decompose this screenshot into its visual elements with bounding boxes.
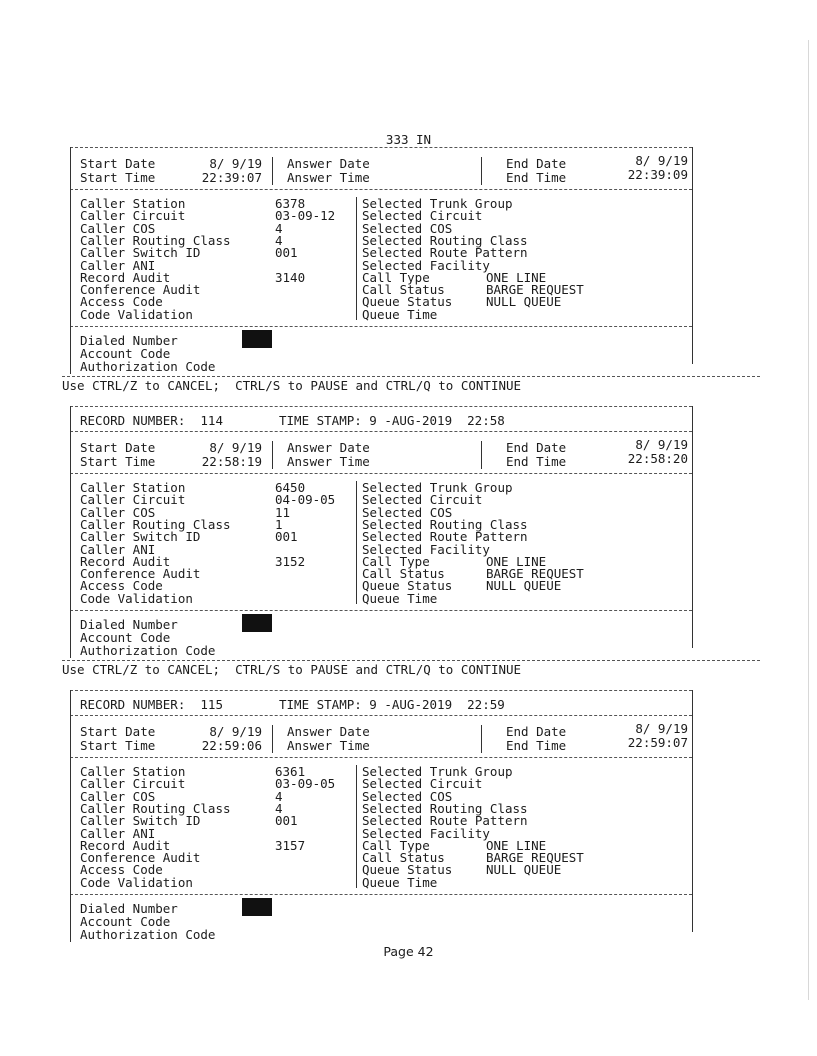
- record-1-start-date: 8/ 9/19: [209, 156, 262, 171]
- record-1-conference-audit-label: Conference Audit: [80, 282, 201, 298]
- record-3-time-stamp: TIME STAMP: 9 -AUG-2019 22:59: [279, 697, 505, 712]
- redaction-block: [242, 614, 272, 632]
- record-1-end-date-label: End Date: [506, 156, 567, 171]
- record-1-answer-date-label: Answer Date: [287, 156, 370, 171]
- record-2-left-border: [70, 406, 71, 658]
- record-2-answer-time-label: Answer Time: [287, 454, 370, 469]
- record-2-end-time: 22:58:20: [627, 451, 688, 466]
- record-1-start-time-label: Start Time: [80, 170, 156, 185]
- record-1-dialed-rule: [70, 326, 692, 327]
- record-1-date-rule: [70, 147, 692, 148]
- record-3-answer-date-label: Answer Date: [287, 724, 370, 739]
- record-1-end-time: 22:39:09: [627, 167, 688, 182]
- continue-message-1: Use CTRL/Z to CANCEL; CTRL/S to PAUSE and CTRL/Q to CONTINUE: [62, 378, 522, 393]
- record-3-selected-trunk-group-label: Selected Trunk Group: [362, 764, 513, 779]
- record-1-account-code-label: Account Code: [80, 346, 171, 361]
- record-2-account-code-label: Account Code: [80, 630, 171, 645]
- record-3-answer-time-label: Answer Time: [287, 738, 370, 753]
- record-1-queue-time-label: Queue Time: [362, 306, 438, 322]
- record-3-record-audit-label: Record Audit: [80, 837, 171, 853]
- record-2-caller-ani-label: Caller ANI: [80, 541, 156, 557]
- record-1-main-divider: [356, 197, 357, 320]
- record-3-record-audit: 3157: [275, 837, 306, 853]
- record-2-dialed-number-label: Dialed Number: [80, 617, 178, 632]
- record-3-main-rule: [70, 757, 692, 758]
- record-2-caller-cos-label: Caller COS: [80, 504, 156, 520]
- record-2-end-time-label: End Time: [506, 454, 567, 469]
- page-footer: Page 42: [383, 944, 434, 959]
- record-3-left-border: [70, 690, 71, 942]
- record-2-conference-audit-label: Conference Audit: [80, 566, 201, 582]
- record-1-selected-circuit-label: Selected Circuit: [362, 208, 483, 224]
- record-1-selected-routing-class-label: Selected Routing Class: [362, 232, 528, 248]
- record-2-caller-circuit-label: Caller Circuit: [80, 492, 186, 508]
- record-1-record-audit-label: Record Audit: [80, 269, 171, 285]
- record-3-right-border: [692, 690, 693, 932]
- record-2-dialed-rule: [70, 610, 692, 611]
- record-1-caller-ani-label: Caller ANI: [80, 257, 156, 273]
- record-3-start-date: 8/ 9/19: [209, 724, 262, 739]
- record-2-start-date: 8/ 9/19: [209, 440, 262, 455]
- record-1-start-time: 22:39:07: [201, 170, 262, 185]
- record-3-selected-routing-class-label: Selected Routing Class: [362, 800, 528, 816]
- record-1-record-audit: 3140: [275, 269, 306, 285]
- record-3-start-time-label: Start Time: [80, 738, 156, 753]
- record-3-selected-facility-label: Selected Facility: [362, 825, 490, 841]
- record-2-record-number: RECORD NUMBER: 114: [80, 413, 223, 428]
- record-3-caller-circuit-label: Caller Circuit: [80, 776, 186, 792]
- record-3-caller-circuit: 03-09-05: [275, 776, 336, 792]
- record-2-record-audit: 3152: [275, 553, 306, 569]
- record-1-end-date: 8/ 9/19: [635, 153, 688, 168]
- record-1-caller-station-label: Caller Station: [80, 196, 186, 211]
- record-1-caller-switch-id: 001: [275, 245, 298, 261]
- record-1-call-status: BARGE REQUEST: [486, 282, 584, 298]
- record-3-queue-status-label: Queue Status: [362, 862, 453, 878]
- record-2-right-border: [692, 406, 693, 648]
- record-3-selected-circuit-label: Selected Circuit: [362, 776, 483, 792]
- record-2-selected-route-pattern-label: Selected Route Pattern: [362, 529, 528, 545]
- record-1-authorization-code-label: Authorization Code: [80, 359, 216, 374]
- record-1-caller-routing-class-label: Caller Routing Class: [80, 232, 231, 248]
- record-2-call-status-label: Call Status: [362, 566, 445, 582]
- record-3-end-date-label: End Date: [506, 724, 567, 739]
- record-3-queue-time-label: Queue Time: [362, 874, 438, 890]
- record-1-call-status-label: Call Status: [362, 282, 445, 298]
- record-3-call-status-label: Call Status: [362, 850, 445, 866]
- record-2-caller-circuit: 04-09-05: [275, 492, 336, 508]
- record-2-record-audit-label: Record Audit: [80, 553, 171, 569]
- record-3-access-code-label: Access Code: [80, 862, 163, 878]
- record-2-access-code-label: Access Code: [80, 578, 163, 594]
- record-2-selected-trunk-group-label: Selected Trunk Group: [362, 480, 513, 495]
- record-3-authorization-code-label: Authorization Code: [80, 927, 216, 942]
- record-1-selected-route-pattern-label: Selected Route Pattern: [362, 245, 528, 261]
- record-3-dialed-number-label: Dialed Number: [80, 901, 178, 916]
- record-2-queue-status: NULL QUEUE: [486, 578, 562, 594]
- record-2-date-divider-a: [272, 441, 273, 469]
- record-2-code-validation-label: Code Validation: [80, 590, 193, 606]
- record-2-call-type: ONE LINE: [486, 553, 547, 569]
- record-3-record-number: RECORD NUMBER: 115: [80, 697, 223, 712]
- record-3-call-type-label: Call Type: [362, 837, 430, 853]
- record-1-caller-station: 6378: [275, 196, 306, 211]
- record-2-date-rule: [70, 431, 692, 432]
- record-1-main-rule: [70, 189, 692, 190]
- record-3-caller-routing-class: 4: [275, 800, 283, 816]
- record-2-caller-station-label: Caller Station: [80, 480, 186, 495]
- record-2-main-divider: [356, 481, 357, 604]
- record-2-selected-facility-label: Selected Facility: [362, 541, 490, 557]
- redaction-block: [242, 898, 272, 916]
- record-1-date-divider-b: [481, 157, 482, 185]
- record-1-selected-cos-label: Selected COS: [362, 220, 453, 236]
- record-2-caller-routing-class: 1: [275, 516, 283, 532]
- record-1-caller-switch-id-label: Caller Switch ID: [80, 245, 201, 261]
- record-3-selected-cos-label: Selected COS: [362, 788, 453, 804]
- record-2-answer-date-label: Answer Date: [287, 440, 370, 455]
- record-1-call-type-label: Call Type: [362, 269, 430, 285]
- bottom-rule-1: [62, 376, 760, 377]
- record-2-caller-switch-id-label: Caller Switch ID: [80, 529, 201, 545]
- record-1-dialed-number-label: Dialed Number: [80, 333, 178, 348]
- record-2-caller-routing-class-label: Caller Routing Class: [80, 516, 231, 532]
- record-3-end-date: 8/ 9/19: [635, 721, 688, 736]
- record-3-top-rule: [70, 690, 692, 691]
- record-2-call-status: BARGE REQUEST: [486, 566, 584, 582]
- record-3-dialed-rule: [70, 894, 692, 895]
- record-2-start-date-label: Start Date: [80, 440, 156, 455]
- record-1-caller-cos-label: Caller COS: [80, 220, 156, 236]
- record-2-end-date-label: End Date: [506, 440, 567, 455]
- record-1-left-border: [70, 147, 71, 374]
- record-3-caller-cos: 4: [275, 788, 283, 804]
- record-1-access-code-label: Access Code: [80, 294, 163, 310]
- record-2-queue-status-label: Queue Status: [362, 578, 453, 594]
- record-3-selected-route-pattern-label: Selected Route Pattern: [362, 813, 528, 829]
- record-2-start-time: 22:58:19: [201, 454, 262, 469]
- continue-message-2: Use CTRL/Z to CANCEL; CTRL/S to PAUSE and CTRL/Q to CONTINUE: [62, 662, 522, 677]
- record-2-authorization-code-label: Authorization Code: [80, 643, 216, 658]
- record-3-caller-station-label: Caller Station: [80, 764, 186, 779]
- record-3-queue-status: NULL QUEUE: [486, 862, 562, 878]
- record-2-time-stamp: TIME STAMP: 9 -AUG-2019 22:58: [279, 413, 505, 428]
- record-1-end-time-label: End Time: [506, 170, 567, 185]
- record-3-end-time: 22:59:07: [627, 735, 688, 750]
- record-3-main-divider: [356, 765, 357, 888]
- record-1-queue-status: NULL QUEUE: [486, 294, 562, 310]
- record-2-call-type-label: Call Type: [362, 553, 430, 569]
- bottom-rule-2: [62, 660, 760, 661]
- record-3-caller-cos-label: Caller COS: [80, 788, 156, 804]
- record-3-call-status: BARGE REQUEST: [486, 850, 584, 866]
- record-3-caller-switch-id: 001: [275, 813, 298, 829]
- record-1-code-validation-label: Code Validation: [80, 306, 193, 322]
- record-3-end-time-label: End Time: [506, 738, 567, 753]
- header-code: 333 IN: [385, 132, 432, 147]
- record-2-selected-routing-class-label: Selected Routing Class: [362, 516, 528, 532]
- record-3-caller-station: 6361: [275, 764, 306, 779]
- record-1-answer-time-label: Answer Time: [287, 170, 370, 185]
- record-3-date-rule: [70, 715, 692, 716]
- record-2-end-date: 8/ 9/19: [635, 437, 688, 452]
- record-1-start-date-label: Start Date: [80, 156, 156, 171]
- record-3-caller-ani-label: Caller ANI: [80, 825, 156, 841]
- record-2-start-time-label: Start Time: [80, 454, 156, 469]
- record-1-call-type: ONE LINE: [486, 269, 547, 285]
- record-3-start-date-label: Start Date: [80, 724, 156, 739]
- record-3-caller-switch-id-label: Caller Switch ID: [80, 813, 201, 829]
- record-1-queue-status-label: Queue Status: [362, 294, 453, 310]
- record-1-right-border: [692, 147, 693, 364]
- record-2-caller-switch-id: 001: [275, 529, 298, 545]
- record-3-account-code-label: Account Code: [80, 914, 171, 929]
- record-1-selected-facility-label: Selected Facility: [362, 257, 490, 273]
- page-edge: [808, 40, 809, 1000]
- record-2-selected-cos-label: Selected COS: [362, 504, 453, 520]
- record-1-caller-circuit: 03-09-12: [275, 208, 336, 224]
- record-1-caller-circuit-label: Caller Circuit: [80, 208, 186, 224]
- record-1-caller-cos: 4: [275, 220, 283, 236]
- record-2-top-rule: [70, 406, 692, 407]
- record-1-date-divider-a: [272, 157, 273, 185]
- record-1-caller-routing-class: 4: [275, 232, 283, 248]
- record-2-caller-station: 6450: [275, 480, 306, 495]
- record-2-main-rule: [70, 473, 692, 474]
- record-3-code-validation-label: Code Validation: [80, 874, 193, 890]
- record-3-date-divider-b: [481, 725, 482, 753]
- record-1-selected-trunk-group-label: Selected Trunk Group: [362, 196, 513, 211]
- redaction-block: [242, 330, 272, 348]
- record-3-start-time: 22:59:06: [201, 738, 262, 753]
- record-3-date-divider-a: [272, 725, 273, 753]
- record-2-selected-circuit-label: Selected Circuit: [362, 492, 483, 508]
- record-2-caller-cos: 11: [275, 504, 291, 520]
- record-2-queue-time-label: Queue Time: [362, 590, 438, 606]
- record-2-date-divider-b: [481, 441, 482, 469]
- record-3-conference-audit-label: Conference Audit: [80, 850, 201, 866]
- record-3-call-type: ONE LINE: [486, 837, 547, 853]
- record-3-caller-routing-class-label: Caller Routing Class: [80, 800, 231, 816]
